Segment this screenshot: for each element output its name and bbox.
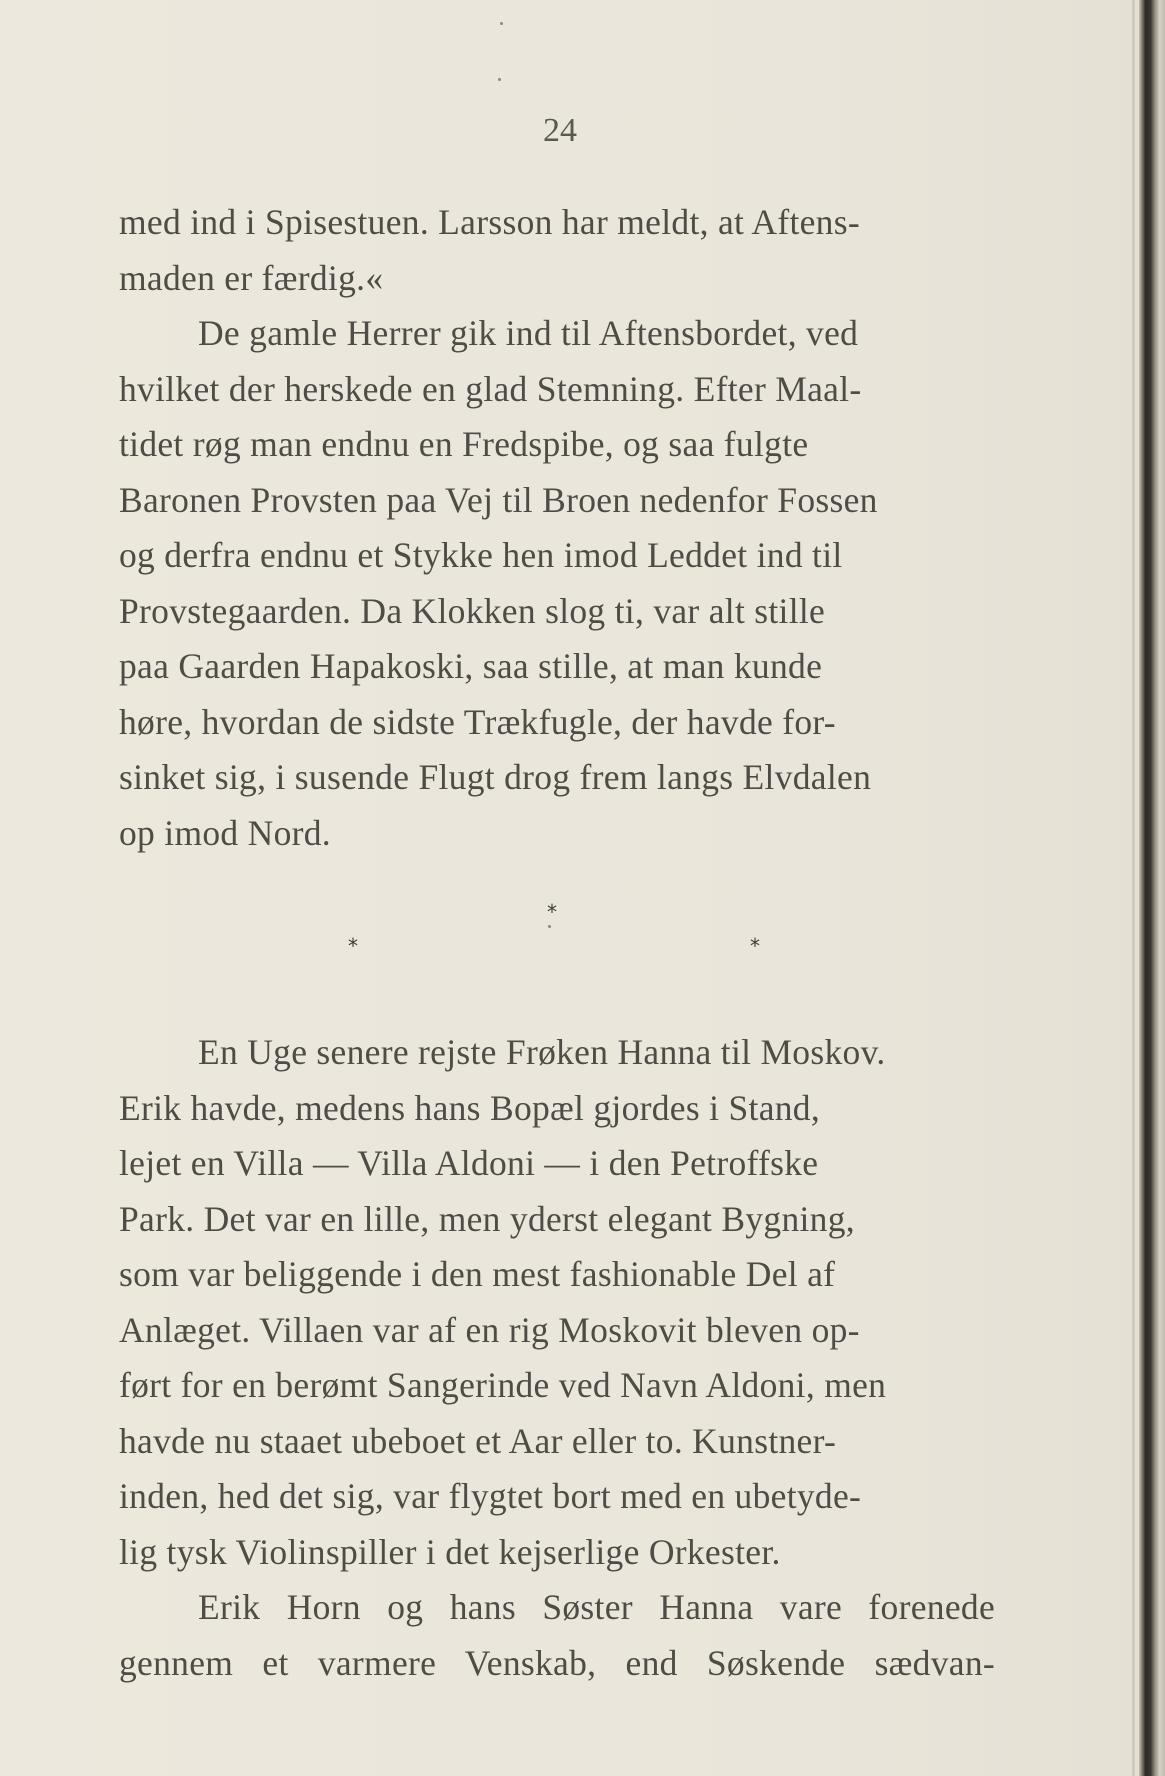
asterism-star: *	[348, 934, 359, 958]
line: op imod Nord.	[119, 812, 331, 853]
book-spine	[1139, 0, 1165, 1776]
line: paa Gaarden Hapakoski, saa stille, at man kunde	[119, 646, 823, 686]
line: sinket sig, i susende Flugt drog frem langs Elvdalen	[119, 757, 872, 797]
paper-speck	[500, 22, 503, 25]
asterism-star: *	[750, 934, 761, 958]
line: hvilket der herskede en glad Stemning. Efter Maal-	[119, 368, 862, 409]
line: inden, hed det sig, var flygtet bort med en ubetyde-	[119, 1476, 862, 1516]
paragraph-2	[119, 306, 995, 861]
line: høre, hvordan de sidste Trækfugle, der havde for-	[119, 701, 836, 742]
line: ført for en berømt Sangerinde ved Navn Aldoni, men	[119, 1365, 887, 1405]
line: og derfra endnu et Stykke hen imod Leddet ind til	[119, 535, 843, 575]
line: De gamle Herrer gik ind til Aftensbordet, ved	[198, 313, 859, 353]
line: Erik Horn og hans Søster Hanna vare forenede	[198, 1587, 995, 1627]
page-edge-shadow	[1132, 0, 1135, 1776]
body-text	[119, 195, 995, 1691]
line: Baronen Provsten paa Vej til Broen nedenfor Fossen	[119, 479, 878, 520]
paragraph-1	[119, 195, 995, 306]
line: Provstegaarden. Da Klokken slog ti, var alt stille	[119, 590, 826, 631]
paper-speck	[548, 925, 551, 928]
paragraph-3	[119, 1025, 995, 1580]
line: med ind i Spisestuen. Larsson har meldt, at Aftens-	[119, 202, 860, 242]
line: lejet en Villa — Villa Aldoni — i den Petroffske	[119, 1143, 819, 1183]
line: Erik havde, medens hans Bopæl gjordes i Stand,	[119, 1087, 821, 1128]
paragraph-4	[119, 1580, 995, 1691]
line: maden er færdig.«	[119, 257, 384, 298]
line: gennem et varmere Venskab, end Søskende sædvan-	[119, 1642, 995, 1683]
line: Park. Det var en lille, men yderst elegant Bygning,	[119, 1198, 855, 1239]
paper-speck	[498, 78, 501, 81]
line: som var beliggende i den mest fashionable Del af	[119, 1254, 836, 1294]
section-separator	[119, 861, 995, 1025]
line: tidet røg man endnu en Fredspibe, og saa fulgte	[119, 424, 809, 464]
line: En Uge senere rejste Frøken Hanna til Moskov.	[198, 1032, 886, 1072]
page-number: 24	[543, 112, 577, 149]
line: lig tysk Violinspiller i det kejserlige Orkester.	[119, 1531, 781, 1572]
line: havde nu staaet ubeboet et Aar eller to. Kunstner-	[119, 1420, 837, 1461]
line: Anlæget. Villaen var af en rig Moskovit bleven op-	[119, 1309, 860, 1350]
asterism-star: *	[547, 900, 558, 924]
